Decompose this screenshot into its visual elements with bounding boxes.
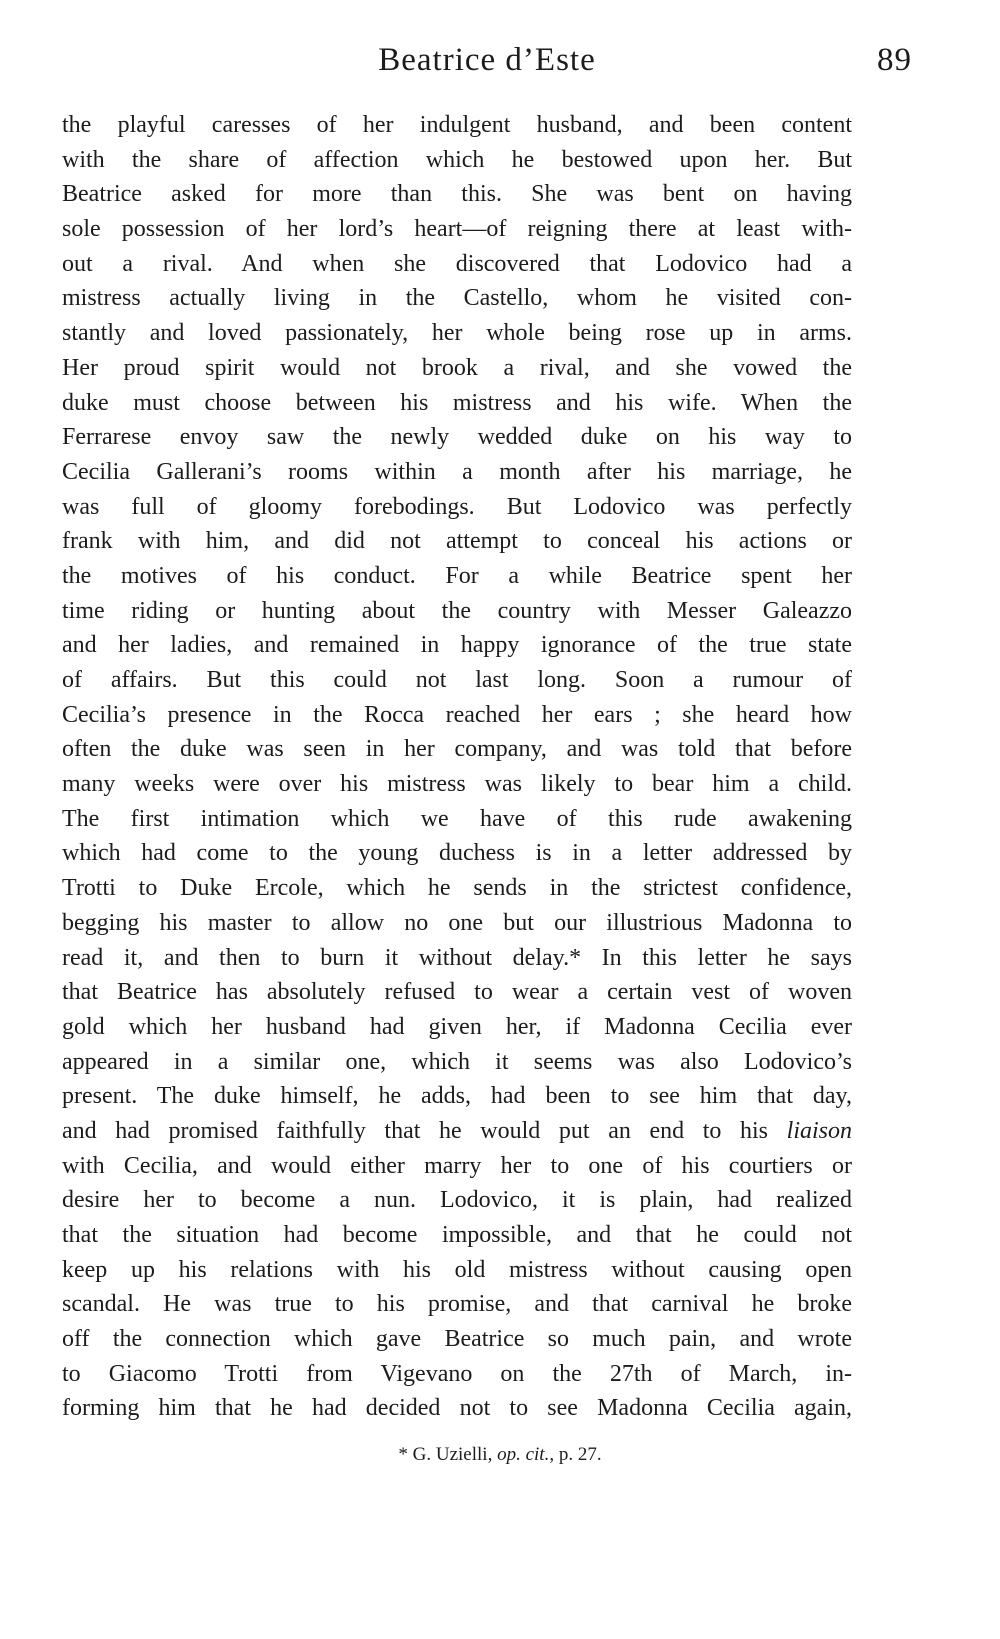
text-line: was full of gloomy forebodings. But Lodovico was perfectly: [62, 493, 852, 520]
text-line: forming him that he had decided not to see Madonna Cecilia again,: [62, 1395, 852, 1422]
text-line: stantly and loved passionately, her whole being rose up in arms.: [62, 320, 852, 347]
text-line: duke must choose between his mistress and his wife. When the: [62, 389, 852, 416]
text-line: present. The duke himself, he adds, had been to see him that day,: [62, 1083, 852, 1110]
text-line: and had promised faithfully that he would put an end to his liaison: [62, 1117, 852, 1144]
text-line: scandal. He was true to his promise, and that carnival he broke: [62, 1291, 852, 1318]
text-line: off the connection which gave Beatrice so much pain, and wrote: [62, 1326, 852, 1353]
text-line: many weeks were over his mistress was likely to bear him a child.: [62, 771, 852, 798]
text-line: time riding or hunting about the country with Messer Galeazzo: [62, 597, 852, 624]
footnote-page-ref: , p. 27.: [549, 1444, 602, 1465]
text-line: the motives of his conduct. For a while Beatrice spent her: [62, 562, 852, 589]
text-line: which had come to the young duchess is in a letter addressed by: [62, 840, 852, 867]
body-text: [62, 108, 852, 1426]
italic-word: liaison: [786, 1117, 852, 1144]
text-line: Beatrice asked for more than this. She was bent on having: [62, 181, 852, 208]
text-line: mistress actually living in the Castello, whom he visited con-: [62, 285, 852, 312]
text-line: to Giacomo Trotti from Vigevano on the 27th of March, in-: [62, 1360, 852, 1387]
text-line: begging his master to allow no one but our illustrious Madonna to: [62, 909, 852, 936]
page-number: 89: [877, 42, 912, 78]
running-head: [62, 38, 912, 82]
footnote: [0, 1440, 1000, 1470]
text-line: read it, and then to burn it without delay.* In this letter he says: [62, 944, 852, 971]
text-line: and her ladies, and remained in happy ignorance of the true state: [62, 632, 852, 659]
text-line: out a rival. And when she discovered that Lodovico had a: [62, 250, 852, 277]
text-line: of affairs. But this could not last long. Soon a rumour of: [62, 667, 852, 693]
footnote-marker: *: [398, 1444, 408, 1465]
text-line: desire her to become a nun. Lodovico, it is plain, had realized: [62, 1187, 852, 1214]
text-line: Cecilia Gallerani’s rooms within a month after his marriage, he: [62, 458, 852, 485]
running-title: Beatrice d’Este: [378, 42, 596, 78]
text-line: appeared in a similar one, which it seems was also Lodovico’s: [62, 1048, 852, 1075]
text-line: with the share of affection which he bestowed upon her. But: [62, 146, 852, 173]
text-line: Her proud spirit would not brook a rival, and she vowed the: [62, 354, 852, 381]
text-line: that Beatrice has absolutely refused to wear a certain vest of woven: [62, 979, 852, 1006]
text-line: the playful caresses of her indulgent husband, and been content: [62, 112, 852, 138]
text-line: The first intimation which we have of this rude awakening: [62, 805, 852, 832]
text-line: that the situation had become impossible, and that he could not: [62, 1222, 852, 1248]
text-line: sole possession of her lord’s heart—of reigning there at least with-: [62, 216, 852, 243]
text-line: Cecilia’s presence in the Rocca reached her ears ; she heard how: [62, 701, 852, 728]
footnote-op-cit: op. cit.: [497, 1444, 550, 1465]
text-line: with Cecilia, and would either marry her to one of his courtiers or: [62, 1152, 852, 1179]
text-line: Trotti to Duke Ercole, which he sends in the strictest confidence,: [62, 875, 852, 902]
text-line: often the duke was seen in her company, and was told that before: [62, 736, 852, 763]
text-line: keep up his relations with his old mistress without causing open: [62, 1256, 852, 1283]
text-line: gold which her husband had given her, if Madonna Cecilia ever: [62, 1013, 852, 1040]
text-line: frank with him, and did not attempt to conceal his actions or: [62, 528, 852, 555]
footnote-author: G. Uzielli,: [412, 1444, 493, 1465]
text-line: Ferrarese envoy saw the newly wedded duke on his way to: [62, 424, 852, 451]
